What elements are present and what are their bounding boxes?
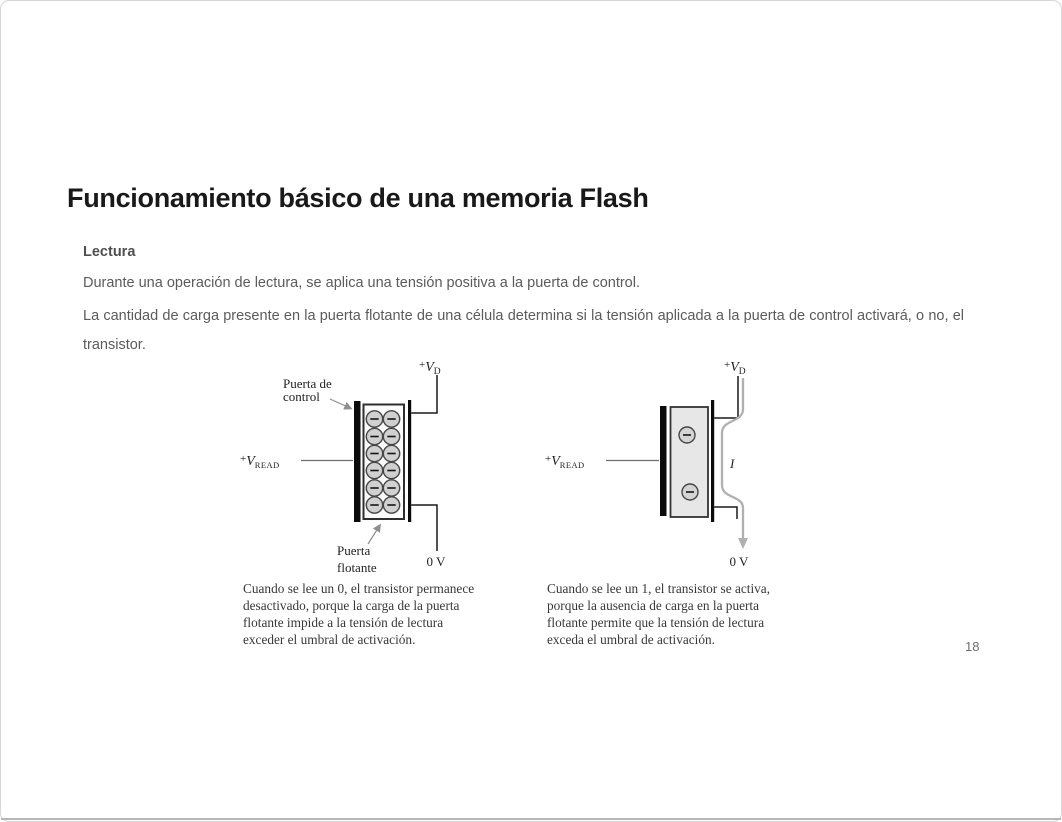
page-number: 18 <box>965 639 980 654</box>
source-wire <box>411 505 437 551</box>
vread-label: $^+V_{READ}$ <box>240 453 280 470</box>
current-arrowhead-icon <box>738 538 748 549</box>
control-gate-label: control <box>283 389 320 404</box>
control-gate-bar <box>660 406 667 516</box>
source-wire <box>714 507 737 519</box>
section-heading: Lectura <box>83 244 136 260</box>
caption-line: desactivado, porque la carga de la puerta <box>243 598 460 613</box>
caption-line: exceda el umbral de activación. <box>547 632 715 647</box>
floating-gate-label: Puerta <box>337 543 371 558</box>
control-gate-label: Puerta de <box>283 376 332 391</box>
electron-icon <box>366 497 382 513</box>
caption-line: porque la ausencia de carga en la puerta <box>547 598 760 613</box>
diagram-read-0 <box>230 352 510 582</box>
caption-read-0 <box>243 580 513 648</box>
floating-gate-label: flotante <box>337 560 377 575</box>
caption-read-1 <box>547 580 817 648</box>
paragraph-read-operation: Durante una operación de lectura, se aplica una tensión positiva a la puerta de control. <box>83 275 640 291</box>
electron-icon <box>383 411 399 427</box>
control-gate-bar <box>354 401 361 522</box>
electron-icon <box>366 462 382 478</box>
electron-icon <box>383 497 399 513</box>
drain-wire <box>411 375 437 413</box>
electron-icon <box>383 480 399 496</box>
zero-v-label: 0 V <box>729 554 749 569</box>
page-title: Funcionamiento básico de una memoria Flash <box>67 183 649 213</box>
channel-line <box>408 400 411 522</box>
control-gate-arrow <box>330 399 351 409</box>
electron-icon <box>383 445 399 461</box>
vread-label: $^+V_{READ}$ <box>545 453 585 470</box>
paragraph-charge-amount: La cantidad de carga presente en la puerta flotante de una célula determina si la tensión aplicada a la puerta de control activará, o no, el transistor. <box>83 308 964 353</box>
electron-icon <box>366 411 382 427</box>
channel-line <box>711 400 714 522</box>
electron-icon <box>366 445 382 461</box>
slide-bottom-edge <box>1 818 1061 820</box>
electron-icon <box>383 428 399 444</box>
caption-line: flotante impide a la tensión de lectura <box>243 615 444 630</box>
zero-v-label: 0 V <box>426 554 446 569</box>
floating-gate-arrow <box>368 525 380 544</box>
caption-line: flotante permite que la tensión de lectura <box>547 615 765 630</box>
electron-icon <box>383 462 399 478</box>
vd-label: $^+V_D$ <box>419 359 441 377</box>
electron-icon <box>366 480 382 496</box>
current-label: I <box>730 456 735 471</box>
drain-wire <box>714 376 738 418</box>
electron-icon <box>679 427 695 443</box>
caption-line: exceder el umbral de activación. <box>243 632 416 647</box>
caption-line: Cuando se lee un 0, el transistor permanece <box>243 581 475 596</box>
caption-line: Cuando se lee un 1, el transistor se activa, <box>547 581 771 596</box>
diagram-read-1 <box>540 352 800 582</box>
vd-label: $^+V_D$ <box>724 359 746 377</box>
electron-icon <box>682 484 698 500</box>
electron-icon <box>366 428 382 444</box>
